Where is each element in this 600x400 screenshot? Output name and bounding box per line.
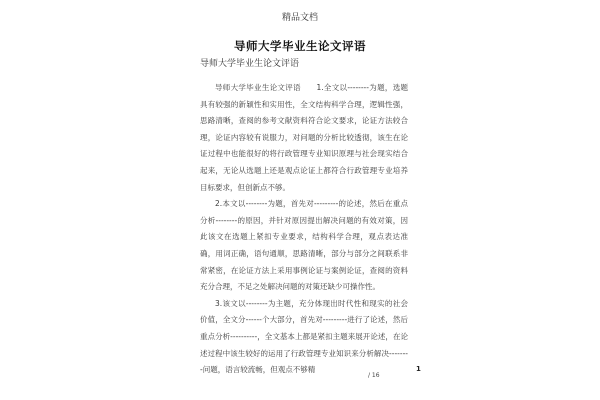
paragraph-1: 导师大学毕业生论文评语 1.全文以--------为题，选题具有较强的新颖性和实用性，全文结构科学合理，逻辑性强，思路清晰，查阅的参考文献资料符合论文要求，论证方法较合理，论证内容较有说服力，对问题的分析比较透彻，该生在论证过程中也能很好的将行政管理专业知识原理与社会现实结合起来，无论从选题上还是观点论证上都符合行政管理专业培养目标要求，但创新点不够。 <box>200 83 408 192</box>
document-body <box>200 80 408 379</box>
document-title: 导师大学毕业生论文评语 <box>234 39 366 53</box>
header-label: 精品文档 <box>281 13 318 23</box>
margin-mark: 1 <box>416 365 421 373</box>
paragraph-3: 3.该文以--------为主题，充分体现出时代性和现实的社会价值，全文分------个大部分，首先对---------进行了论述，然后重点分析----------，全文基本上都是紧扣主题来展开论述，在论述过程中该生较好的运用了行政管理专业知识来分析解决--------问题，语言较流畅，但观点不够精 <box>200 298 408 375</box>
paragraph-2: 2.本文以--------为题，首先对---------的论述，然后在重点分析--------的原因，并针对原因提出解决问题的有效对策，因此该文在选题上紧扣专业要求，结构科学合理，观点表达准确，用词正确，语句通顺，思路清晰，部分与部分之间联系非常紧密，在论证方法上采用事例论证与案例论证，查阅的资料充分合理，不足之处解决问题的对策还缺少可操作性。 <box>200 199 408 292</box>
page-number: / 16 <box>368 372 380 379</box>
document-subtitle: 导师大学毕业生论文评语 <box>200 59 300 69</box>
